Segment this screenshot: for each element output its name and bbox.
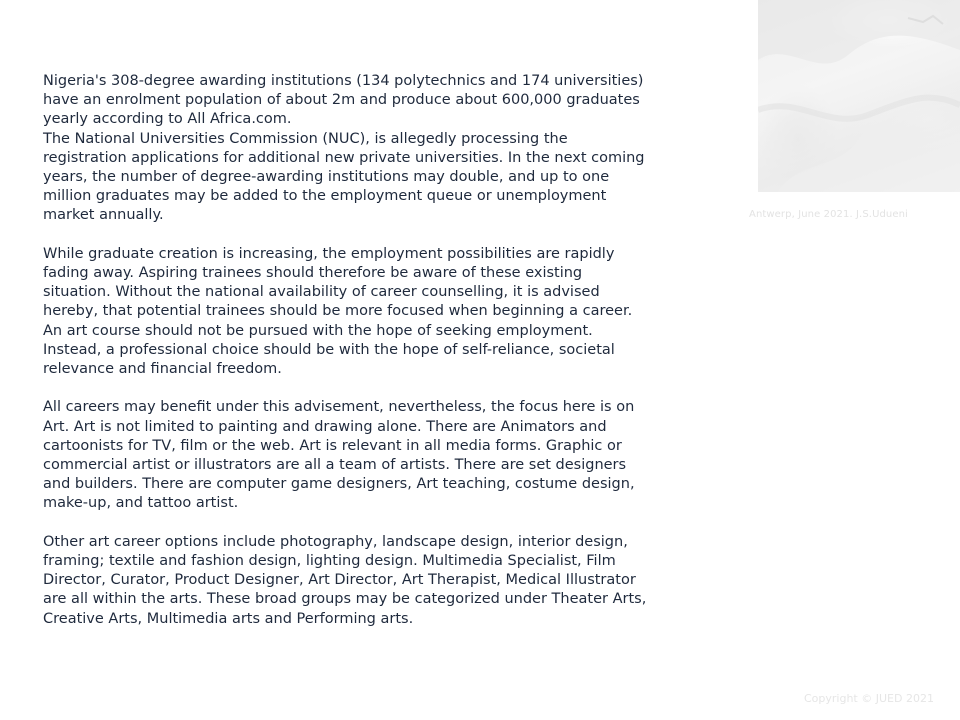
text-line: have an enrolment population of about 2m and produce about 600,000 graduates (43, 92, 640, 109)
text-line: Creative Arts, Multimedia arts and Performing arts. (43, 610, 414, 627)
text-line: commercial artist or illustrators are all a team of artists. There are set designers (43, 457, 627, 474)
text-line: make-up, and tattoo artist. (43, 495, 239, 512)
paragraph-2 (43, 130, 733, 226)
text-line: Instead, a professional choice should be with the hope of self-reliance, societal (43, 341, 615, 358)
text-line: years, the number of degree-awarding institutions may double, and up to one (43, 169, 610, 186)
text-line: The National Universities Commission (NUC), is allegedly processing the (43, 130, 568, 147)
paragraph-5 (43, 533, 733, 629)
text-line: Nigeria's 308-degree awarding institutions (134 polytechnics and 174 universities) (43, 73, 644, 89)
text-line: situation. Without the national availability of career counselling, it is advised (43, 284, 600, 301)
body-text (43, 72, 733, 629)
text-line: Director, Curator, Product Designer, Art Director, Art Therapist, Medical Illustrator (43, 572, 636, 589)
text-line: relevance and financial freedom. (43, 361, 282, 378)
photo-caption: Antwerp, June 2021. J.S.Udueni (749, 209, 908, 220)
text-line: Other art career options include photography, landscape design, interior design, (43, 533, 628, 550)
text-line: registration applications for additional new private universities. In the next coming (43, 149, 645, 166)
background-photo (758, 0, 960, 192)
text-line: fading away. Aspiring trainees should therefore be aware of these existing (43, 265, 583, 282)
paragraph-1 (43, 72, 733, 130)
text-line: million graduates may be added to the employment queue or unemployment (43, 188, 607, 205)
text-line: cartoonists for TV, film or the web. Art is relevant in all media forms. Graphic or (43, 437, 622, 454)
text-line: market annually. (43, 207, 164, 224)
copyright-notice: Copyright © JUED 2021 (804, 692, 934, 705)
text-line: framing; textile and fashion design, lighting design. Multimedia Specialist, Film (43, 553, 616, 570)
photo-texture-graphic (758, 0, 960, 192)
text-line: While graduate creation is increasing, the employment possibilities are rapidly (43, 245, 615, 262)
paragraph-4 (43, 398, 733, 513)
text-line: All careers may benefit under this advisement, nevertheless, the focus here is on (43, 399, 635, 416)
text-line: An art course should not be pursued with the hope of seeking employment. (43, 322, 593, 339)
text-line: hereby, that potential trainees should be more focused when beginning a career. (43, 303, 633, 320)
text-line: Art. Art is not limited to painting and drawing alone. There are Animators and (43, 418, 607, 435)
text-line: and builders. There are computer game designers, Art teaching, costume design, (43, 476, 635, 493)
paragraph-3 (43, 245, 733, 379)
text-line: yearly according to All Africa.com. (43, 111, 292, 128)
text-line: are all within the arts. These broad groups may be categorized under Theater Arts, (43, 591, 647, 608)
